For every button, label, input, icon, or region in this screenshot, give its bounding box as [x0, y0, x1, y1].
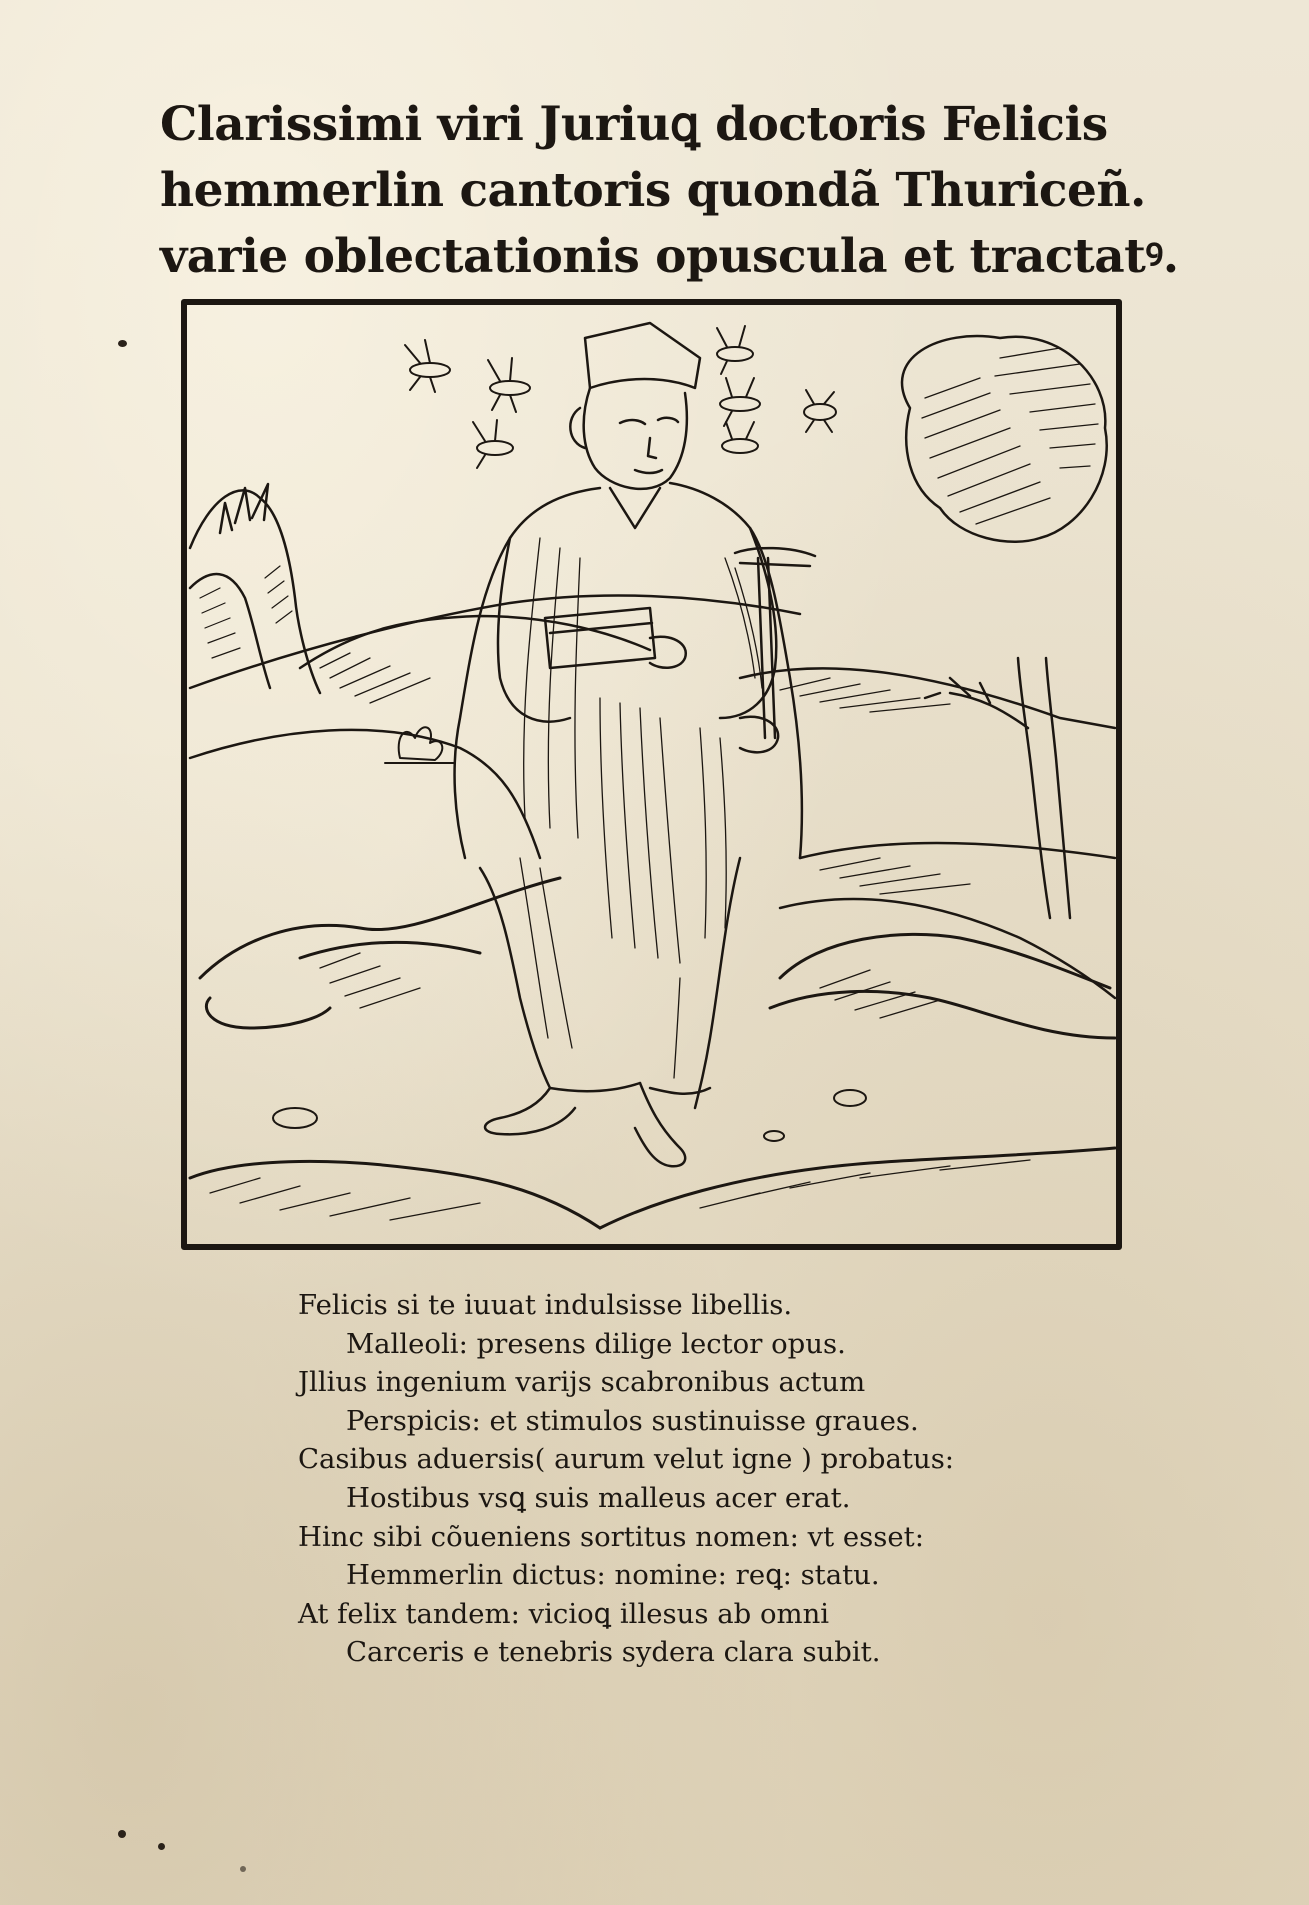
left-rock: [190, 484, 320, 693]
hill-hatching: [320, 653, 970, 894]
robe-folds: [520, 538, 762, 1078]
woodcut-frame: [184, 302, 1119, 1247]
verse-line: Malleoli: presens dilige lector opus.: [346, 1327, 846, 1360]
tree: [902, 336, 1107, 918]
ground-contours: [190, 878, 1115, 1228]
bee: [804, 390, 836, 432]
title-line: varie oblectationis opuscula et tractatꝰ.: [160, 229, 1179, 284]
bee: [473, 420, 513, 468]
verse-line: Carceris e tenebris sydera clara subit.: [346, 1636, 881, 1669]
verse-line: Hemmerlin dictus: nomine: reꝗ: statu.: [346, 1559, 880, 1592]
paper-blemish: [118, 1830, 126, 1838]
title-line: Clarissimi viri Juriuꝗ doctoris Felicis: [160, 97, 1108, 152]
bee: [720, 378, 760, 426]
tree-foliage-hatching: [922, 348, 1098, 524]
bee: [488, 358, 530, 412]
page-title: [160, 92, 1179, 290]
bees: [405, 326, 836, 468]
woodcut-illustration: [180, 298, 1125, 1255]
verse-line: At felix tandem: vicioꝗ illesus ab omni: [298, 1597, 830, 1630]
figure: [455, 323, 815, 1166]
bee: [717, 326, 753, 374]
title-line: hemmerlin cantoris quondã Thuriceñ.: [160, 163, 1146, 218]
verse-line: Felicis si te iuuat indulsisse libellis.: [298, 1289, 793, 1321]
paper-blemish: [240, 1866, 246, 1872]
landscape-hills: [190, 595, 1115, 998]
verse-line: Hostibus vsꝗ suis malleus acer erat.: [346, 1481, 851, 1514]
verse-line: Jllius ingenium varijs scabronibus actum: [298, 1366, 866, 1399]
paper-blemish: [158, 1843, 165, 1850]
verse-line: Casibus aduersis( aurum velut igne ) probatus:: [298, 1443, 955, 1476]
verse-line: Perspicis: et stimulos sustinuisse graues.: [346, 1404, 919, 1437]
bee: [405, 340, 450, 392]
verse-line: Hinc sibi cõueniens sortitus nomen: vt esset:: [298, 1520, 925, 1553]
paper-blemish: [118, 340, 127, 347]
verse-block: [298, 1286, 1058, 1672]
bee: [722, 422, 758, 453]
